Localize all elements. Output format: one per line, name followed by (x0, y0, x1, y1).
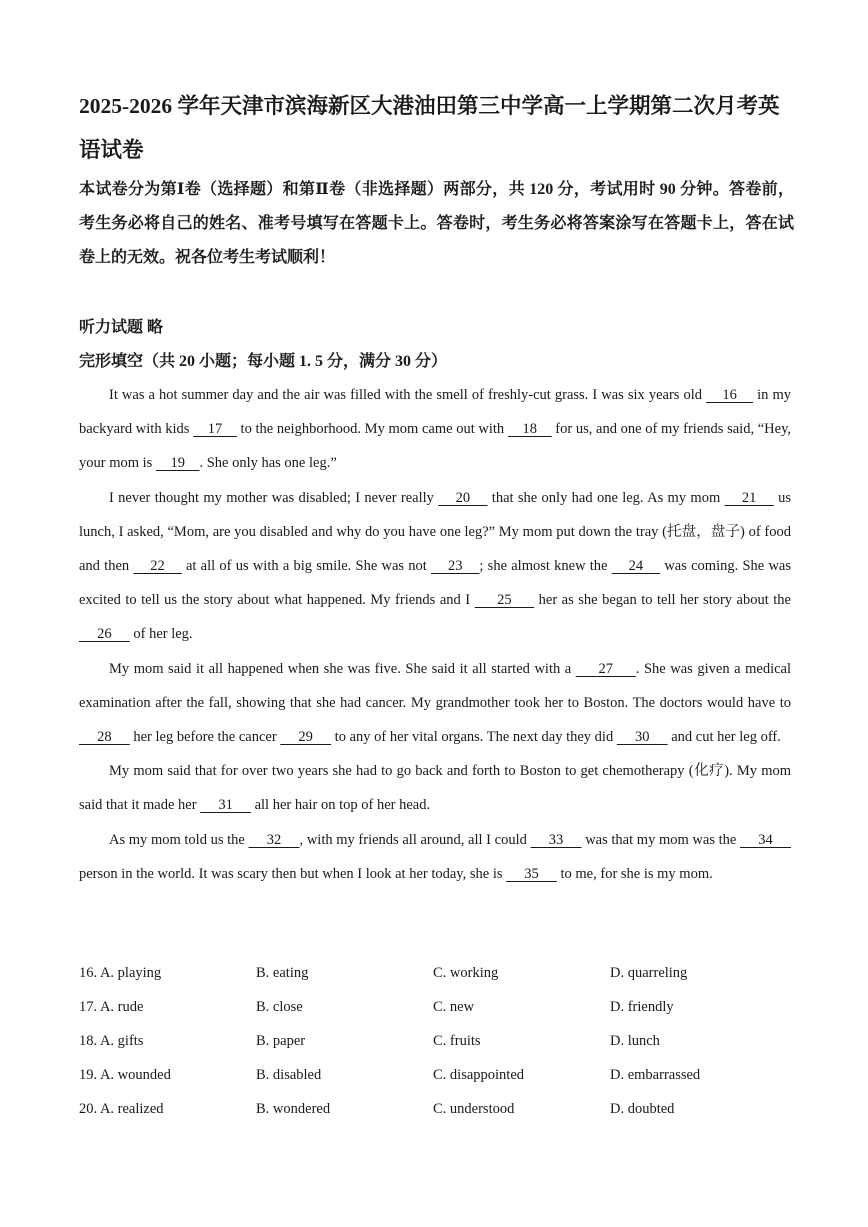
answer-blank: 32 (248, 831, 300, 848)
answer-blank: 35 (506, 865, 557, 882)
passage-text: for us, and one of my friends said, “Hey, your mom is (79, 421, 791, 472)
listening-section-heading: 听力试题 略 (79, 319, 164, 336)
question-options-row (79, 990, 791, 1024)
option-choice: C. working (433, 964, 499, 981)
option-choice: B. wondered (256, 1101, 331, 1118)
answer-options (79, 956, 791, 1127)
answer-blank: 27 (575, 660, 636, 677)
passage-text: person in the world. It was scary then but when I look at her today, she is (79, 865, 507, 882)
cloze-passage (79, 378, 791, 891)
option-choice: B. close (256, 998, 303, 1015)
option-choice: 20. A. realized (79, 1101, 164, 1118)
answer-blank: 29 (280, 729, 332, 746)
answer-blank: 23 (431, 558, 480, 575)
passage-text: to me, for she is my mom. (556, 865, 713, 882)
passage-text: It was a hot summer day and the air was filled with the smell of freshly-cut grass. I was six years old (109, 387, 707, 403)
passage-paragraph (79, 481, 791, 652)
option-choice: C. understood (433, 1101, 515, 1118)
cloze-section-heading: 完形填空（共 20 小题；每小题 1. 5 分，满分 30 分） (79, 353, 448, 370)
answer-blank: 34 (740, 831, 791, 848)
passage-text: was that my mom was the (581, 831, 740, 848)
answer-blank: 20 (438, 489, 488, 506)
option-choice: D. quarreling (610, 964, 688, 981)
passage-text: her leg before the cancer (129, 729, 281, 746)
option-choice: B. disabled (256, 1067, 322, 1084)
option-choice: D. doubted (610, 1101, 675, 1118)
answer-blank: 30 (616, 729, 668, 746)
option-choice: C. disappointed (433, 1067, 525, 1084)
answer-blank: 21 (724, 489, 774, 506)
passage-text: My mom said that for over two years she had to go back and forth to Boston to get chemotherapy (化疗). My mom said that it made her (79, 763, 791, 814)
passage-text: at all of us with a big smile. She was not (181, 558, 432, 575)
passage-text: As my mom told us the (109, 831, 249, 848)
answer-blank: 28 (79, 729, 130, 746)
option-choice: D. lunch (610, 1032, 660, 1049)
question-options-row (79, 1059, 791, 1093)
option-choice: B. eating (256, 964, 309, 981)
passage-text: I never thought my mother was disabled; I never really (109, 489, 439, 506)
option-choice: D. embarrassed (610, 1067, 701, 1084)
passage-paragraph (79, 754, 791, 822)
answer-blank: 19 (155, 455, 200, 472)
option-choice: C. new (433, 998, 475, 1015)
option-choice: B. paper (256, 1032, 306, 1049)
answer-blank: 18 (507, 421, 552, 438)
answer-blank: 17 (193, 421, 237, 438)
option-choice: 16. A. playing (79, 964, 162, 981)
passage-text: ; she almost knew the (479, 558, 612, 575)
answer-blank: 22 (133, 558, 182, 575)
passage-text: My mom said it all happened when she was five. She said it all started with a (109, 660, 576, 677)
passage-text: her as she began to tell her story about the (534, 592, 791, 609)
passage-paragraph (79, 378, 791, 481)
answer-blank: 25 (474, 592, 535, 609)
answer-blank: 31 (200, 797, 251, 814)
passage-paragraph (79, 823, 791, 891)
answer-blank: 33 (530, 831, 582, 848)
passage-text: . She was given a medical examination after the fall, showing that she had cancer. My grandmother took her to Boston. The doctors would have to (79, 660, 792, 711)
answer-blank: 24 (611, 558, 661, 575)
passage-text: was coming. She was excited to tell us the story about what happened. My friends and I (79, 558, 791, 609)
exam-title: 2025-2026 学年天津市滨海新区大港油田第三中学高一上学期第二次月考英语试卷 (79, 94, 780, 162)
passage-text: all her hair on top of her head. (250, 797, 431, 814)
question-options-row (79, 1024, 791, 1058)
option-choice: 17. A. rude (79, 998, 144, 1015)
option-choice: C. fruits (433, 1032, 481, 1049)
option-choice: 19. A. wounded (79, 1067, 171, 1084)
option-choice: D. friendly (610, 998, 674, 1015)
passage-text: of her leg. (129, 626, 193, 643)
answer-blank: 16 (706, 387, 754, 403)
passage-text: to any of her vital organs. The next day they did (331, 729, 617, 746)
option-choice: 18. A. gifts (79, 1032, 144, 1049)
passage-text: . She only has one leg.” (199, 455, 337, 472)
answer-blank: 26 (79, 626, 130, 643)
passage-text: in my backyard with kids (79, 387, 791, 438)
passage-text: , with my friends all around, all I could (299, 831, 531, 848)
passage-paragraph (79, 652, 791, 755)
passage-text: to the neighborhood. My mom came out with (236, 421, 508, 438)
exam-instructions: 本试卷分为第Ⅰ卷（选择题）和第Ⅱ卷（非选择题）两部分，共 120 分，考试用时 90 分钟。答卷前，考生务必将自己的姓名、准考号填写在答题卡上。答卷时，考生务必将答案涂写在答题卡上，答在试卷上的无效。祝各位考生考试顺利！ (79, 181, 794, 266)
question-options-row (79, 1093, 791, 1127)
passage-text: and cut her leg off. (667, 729, 781, 746)
passage-text: us lunch, I asked, “Mom, are you disabled and why do you have one leg?” My mom put down the tray (托盘，盘子) of food and then (79, 489, 791, 575)
passage-text: that she only had one leg. As my mom (487, 489, 725, 506)
question-options-row (79, 956, 791, 990)
